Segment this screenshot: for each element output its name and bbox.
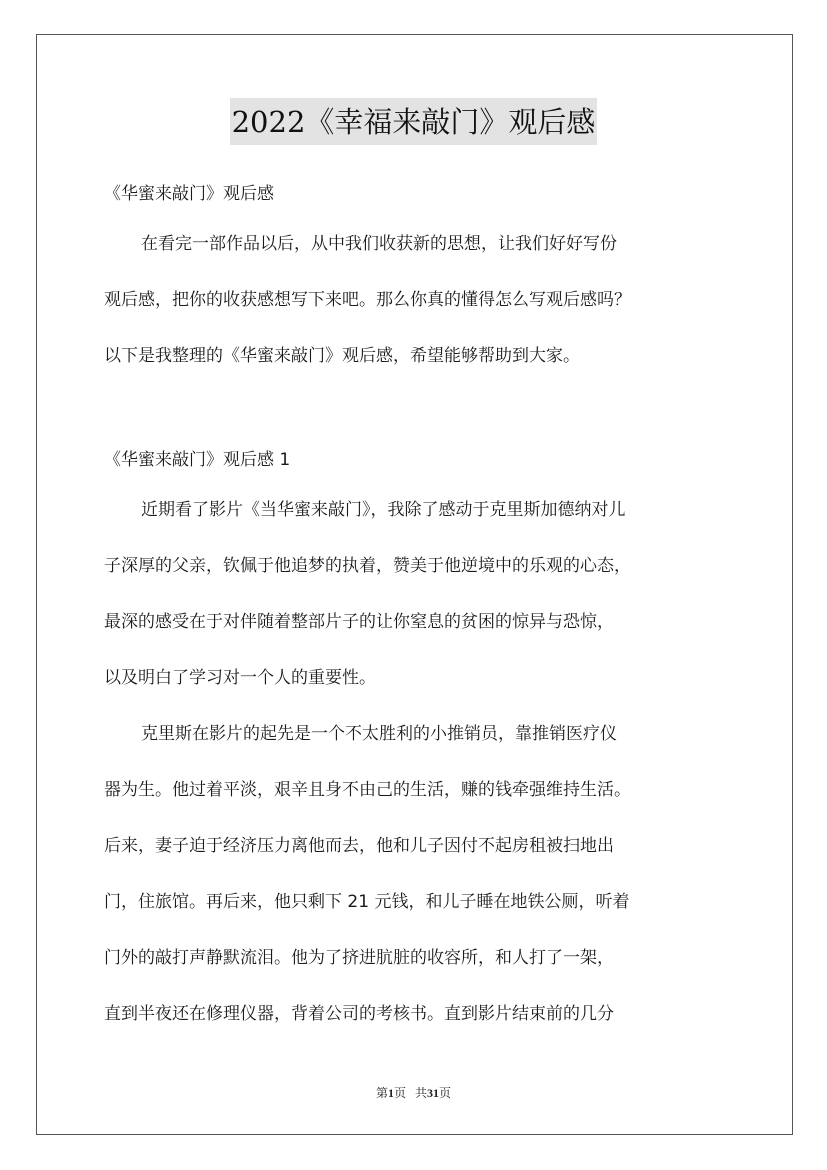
section-heading-1: 《华蜜来敲门》观后感 1	[104, 450, 291, 470]
footer-page-suffix: 页	[393, 1086, 406, 1100]
para2-line-3: 后来，妻子迫于经济压力离他而去，他和儿子因付不起房租被扫地出	[104, 836, 614, 856]
footer-prefix: 第	[375, 1086, 388, 1100]
document-title: 2022《幸福来敲门》观后感	[230, 98, 598, 145]
para2-line-4: 门，住旅馆。再后来，他只剩下 21 元钱，和儿子睡在地铁公厕，听着	[104, 892, 630, 912]
intro-line-1: 在看完一部作品以后，从中我们收获新的思想，让我们好好写份	[141, 234, 617, 254]
paragraph-1	[104, 492, 744, 716]
footer-total-suffix: 页	[439, 1086, 452, 1100]
para2-line-5: 门外的敲打声静默流泪。他为了挤进肮脏的收容所，和人打了一架，	[104, 948, 614, 968]
footer-page-number: 1	[387, 1086, 394, 1100]
intro-line-3: 以下是我整理的《华蜜来敲门》观后感，希望能够帮助到大家。	[104, 346, 580, 366]
title-container	[0, 98, 827, 145]
footer-total-prefix: 共	[415, 1086, 428, 1100]
para2-line-1: 克里斯在影片的起先是一个不太胜利的小推销员，靠推销医疗仪	[141, 724, 617, 744]
para1-line-1: 近期看了影片《当华蜜来敲门》，我除了感动于克里斯加德纳对儿	[141, 500, 626, 520]
para1-line-2: 子深厚的父亲，钦佩于他追梦的执着，赞美于他逆境中的乐观的心态，	[104, 556, 631, 576]
intro-line-2: 观后感，把你的收获感想写下来吧。那么你真的懂得怎么写观后感吗？	[104, 290, 631, 310]
page-footer	[0, 1084, 827, 1101]
document-body	[104, 176, 744, 1052]
footer-total-pages: 31	[427, 1086, 440, 1100]
intro-paragraph	[104, 226, 744, 394]
para2-line-6: 直到半夜还在修理仪器，背着公司的考核书。直到影片结束前的几分	[104, 1004, 614, 1024]
para1-line-3: 最深的感受在于对伴随着整部片子的让你窒息的贫困的惊异与恐惊，	[104, 612, 614, 632]
para2-line-2: 器为生。他过着平淡，艰辛且身不由己的生活，赚的钱牵强维持生活。	[104, 780, 631, 800]
para1-line-4: 以及明白了学习对一个人的重要性。	[104, 668, 376, 688]
paragraph-2	[104, 716, 744, 1052]
intro-heading: 《华蜜来敲门》观后感	[104, 184, 274, 204]
